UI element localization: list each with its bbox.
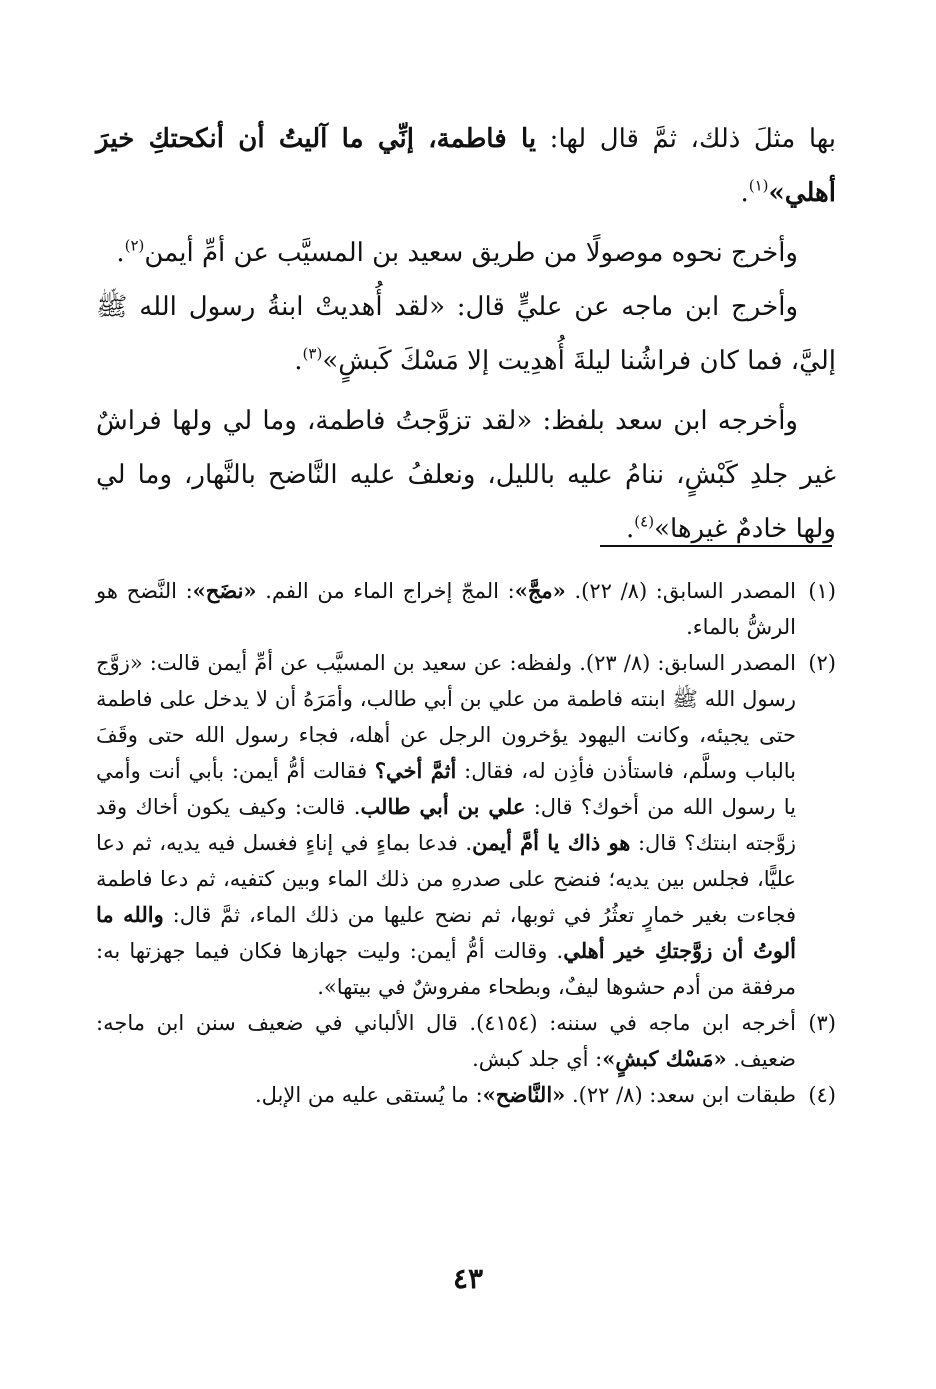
- paragraph-1-intro: بها مثلَ ذلك، ثمَّ قال لها:: [536, 124, 836, 154]
- paragraph-4-text: وأخرجه ابن سعد بلفظ: «لقد تزوَّجتُ فاطمة، وما لي ولها فراشٌ غير جلدِ كَبْشٍ، ننامُ عليه بالليل، ونعلفُ عليه النَّاضح بالنَّهار، وما لي ولها خادمٌ غيرها»: [96, 406, 836, 544]
- paragraph-1-quote: يا فاطمة، إنِّي ما آليتُ أن أنكحتكِ خيرَ أهلي»: [96, 124, 836, 208]
- footnote-text: : المجّ إخراج الماء من الفم.: [256, 579, 515, 603]
- footnote-4: [96, 1077, 836, 1113]
- footnote-text: المصدر السابق: (٨/ ٢٢).: [565, 579, 797, 603]
- footnote-text: . فدعا بماءٍ في إناءٍ فغسل فيه يديه، ثم دعا عليًّا، فجلس بين يديه؛ فنضح على صدرهِ من ذلك الماء وبين كتفيه، ثم دعا فاطمة فجاءت بغير خمارٍ تعثُرُ في ثوبها، ثم نضح عليها من ذلك الماء، ثمَّ قال:: [96, 831, 797, 927]
- main-text: [96, 112, 836, 556]
- paragraph-1-end: .: [740, 178, 749, 208]
- paragraph-3: [96, 280, 836, 388]
- footnote-term: «النَّاضح»: [482, 1082, 566, 1107]
- footnote-emphasis: هو ذاك يا أمَّ أيمن: [472, 830, 631, 855]
- footnote-ref-1: (١): [748, 176, 769, 195]
- paragraph-2-text: وأخرج نحوه موصولًا من طريق سعيد بن المسيَّب عن أمِّ أيمن: [144, 238, 798, 268]
- paragraph-2: [96, 226, 836, 280]
- footnote-term: «نضَح»: [192, 578, 257, 603]
- footnotes: [96, 573, 836, 1113]
- footnote-text: : النَّضح هو الرشُّ بالماء.: [96, 579, 796, 639]
- footnote-body: [96, 573, 796, 645]
- footnote-body: [96, 645, 796, 1005]
- paragraph-2-end: .: [116, 238, 125, 268]
- footnote-text: : ما يُستقى عليه من الإبل.: [254, 1083, 483, 1107]
- footnote-text: . وقالت أمُّ أيمن: وليت جهازها فكان فيما جهزتها به: مرفقة من أدم حشوها ليفٌ، وبطحاء مفروشٌ في بيتها».: [96, 939, 796, 999]
- paragraph-4: [96, 394, 836, 556]
- footnote-ref-3: (٣): [302, 344, 323, 363]
- footnote-number: (٢): [808, 651, 836, 675]
- footnote-text: طبقات ابن سعد: (٨/ ٢٢).: [565, 1083, 796, 1107]
- footnote-text: المصدر السابق: (٨/ ٢٣). ولفظه: عن سعيد بن المسيَّب عن أمِّ أيمن قالت: «زوَّج رسول الله ﷺ ابنته فاطمة من علي بن أبي طالب، وأمَرَهُ أن لا يدخل على فاطمة حتى يجيئه، وكانت اليهود يؤخرون الرجل عن أهله، فجاء رسول الله حتى وقَفَ بالباب وسلَّم، فاستأذن فأذِن له، فقال:: [96, 651, 796, 783]
- footnote-body: [96, 1077, 796, 1113]
- paragraph-4-end: .: [626, 514, 635, 544]
- footnote-number: (٣): [808, 1011, 836, 1035]
- footnote-text: . قالت: وكيف يكون أخاك وقد زوَّجته ابنتك؟ قال:: [96, 795, 797, 855]
- footnote-ref-4: (٤): [634, 512, 655, 531]
- footnote-2: [96, 645, 836, 1005]
- footnote-term: «مَسْك كبشٍ»: [602, 1046, 727, 1071]
- footnote-emphasis: أثمَّ أخي؟: [374, 758, 457, 783]
- footnote-ref-2: (٢): [124, 236, 145, 255]
- footnote-1: [96, 573, 836, 645]
- paragraph-1: [96, 112, 836, 220]
- footnote-3: [96, 1005, 836, 1077]
- footnote-text: فقالت أمُّ أيمن: بأبي أنت وأمي يا رسول الله من أخوك؟ قال:: [96, 759, 796, 819]
- footnote-number: (١): [808, 579, 836, 603]
- footnote-text: أخرجه ابن ماجه في سننه: (٤١٥٤). قال الألباني في ضعيف سنن ابن ماجه: ضعيف.: [96, 1011, 796, 1071]
- footnote-emphasis: والله ما ألوتُ أن زوَّجتكِ خير أهلي: [96, 902, 797, 963]
- footnote-emphasis: علي بن أبي طالب: [360, 794, 526, 819]
- paragraph-3-text: وأخرج ابن ماجه عن عليٍّ قال: «لقد أُهديتْ ابنةُ رسول الله ﷺ إليَّ، فما كان فراشُنا ليلةَ أُهدِيت إلا مَسْكَ كَبشٍ»: [96, 292, 836, 376]
- footnote-separator: [600, 545, 832, 547]
- page-number: ٤٣: [452, 1262, 484, 1295]
- footnote-text: : أي جلد كبش.: [472, 1047, 603, 1071]
- footnote-number: (٤): [808, 1083, 836, 1107]
- footnote-body: [96, 1005, 796, 1077]
- paragraph-3-end: .: [294, 346, 303, 376]
- footnote-term: «مجَّ»: [514, 578, 566, 603]
